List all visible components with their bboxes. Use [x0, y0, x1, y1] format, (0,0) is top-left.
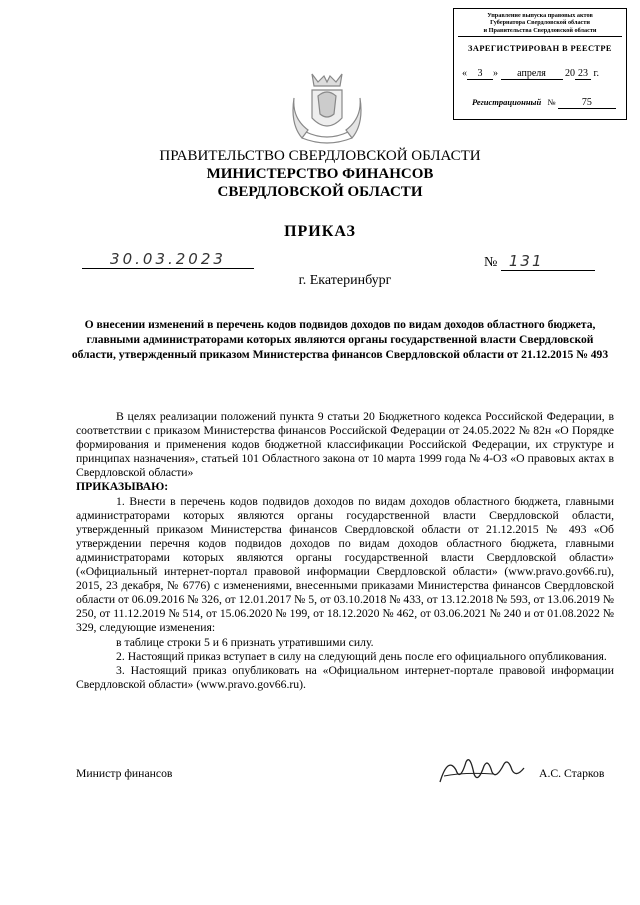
- signature-icon: [434, 752, 530, 790]
- stamp-date: « 3 » апреля 20 23 г.: [462, 68, 599, 79]
- order-body: [76, 410, 614, 692]
- registration-stamp: [453, 8, 627, 120]
- stamp-divider: [458, 36, 622, 37]
- stamp-registered-label: ЗАРЕГИСТРИРОВАН В РЕЕСТРЕ: [468, 44, 612, 53]
- order-subject: О внесении изменений в перечень кодов подвидов доходов по видам доходов областного бюджета, главными администраторами которых являются органы государственной власти Свердловской области, утвержденный приказом Министерства финансов Свердловской области от 21.12.2015 № 493: [71, 318, 609, 361]
- ministry-name-line1: МИНИСТЕРСТВО ФИНАНСОВ: [206, 166, 434, 182]
- signer-name: А.С. Старков: [539, 767, 605, 780]
- order-number-value: 131: [501, 252, 595, 271]
- government-name: ПРАВИТЕЛЬСТВО СВЕРДЛОВСКОЙ ОБЛАСТИ: [159, 148, 481, 164]
- preamble: В целях реализации положений пункта 9 статьи 20 Бюджетного кодекса Российской Федерации, в соответствии с приказом Министерства финансов Российской Федерации от 24.05.2022 № 82н «О Порядке формирования и применения кодов бюджетной классификации Российской Федерации, их структуре и принципах назначения», статьей 101 Областного закона от 10 марта 1999 года № 4-ОЗ «О правовых актах в Свердловской области»: [76, 410, 614, 480]
- stamp-organization: Управление выпуска правовых актов Губернатора Свердловской области и Правительства Свердловской области: [483, 12, 597, 34]
- stamp-day: 3: [467, 68, 493, 80]
- document-type: ПРИКАЗ: [284, 223, 356, 240]
- stamp-month: апреля: [501, 68, 563, 80]
- number-sign: №: [484, 255, 498, 270]
- item-3: 3. Настоящий приказ опубликовать на «Официальном интернет-портале правовой информации Свердловской области» (www.pravo.gov66.ru).: [76, 663, 614, 691]
- coat-of-arms-icon: [288, 68, 366, 150]
- item-1: 1. Внести в перечень кодов подвидов доходов по видам доходов областного бюджета, главными администраторами которых являются органы государственной власти Свердловской области, утвержденный приказом Министерства финансов Свердловской области от 21.12.2015 № 493 «Об утверждении перечня кодов подвидов доходов по видам доходов областного бюджета, главными администраторами которых являются органы государственной власти Свердловской области» («Официальный интернет-портал правовой информации Свердловской области» (www.pravo.gov66.ru), 2015, 23 декабря, № 6776) с изменениями, внесенными приказами Министерства финансов Свердловской области от 06.09.2016 № 326, от 12.01.2017 № 5, от 03.10.2018 № 433, от 13.12.2018 № 593, от 13.06.2019 № 250, от 11.12.2019 № 514, от 15.06.2020 № 199, от 18.12.2020 № 462, от 03.06.2021 № 240 и от 01.08.2022 № 329, следующие изменения:: [76, 494, 614, 635]
- stamp-registration-number: Регистрационный № 75: [472, 97, 616, 109]
- item-1-change: в таблице строки 5 и 6 признать утратившими силу.: [116, 635, 374, 649]
- order-date: 30.03.2023: [82, 250, 254, 269]
- ministry-name-line2: СВЕРДЛОВСКОЙ ОБЛАСТИ: [217, 184, 423, 200]
- order-number: [484, 252, 595, 271]
- item-2: 2. Настоящий приказ вступает в силу на следующий день после его официального опубликования.: [116, 649, 607, 663]
- order-word: ПРИКАЗЫВАЮ:: [76, 480, 169, 494]
- signer-position: Министр финансов: [76, 767, 173, 780]
- stamp-reg-number-value: 75: [558, 97, 616, 109]
- stamp-year: 23: [575, 68, 591, 80]
- city: г. Екатеринбург: [298, 273, 392, 288]
